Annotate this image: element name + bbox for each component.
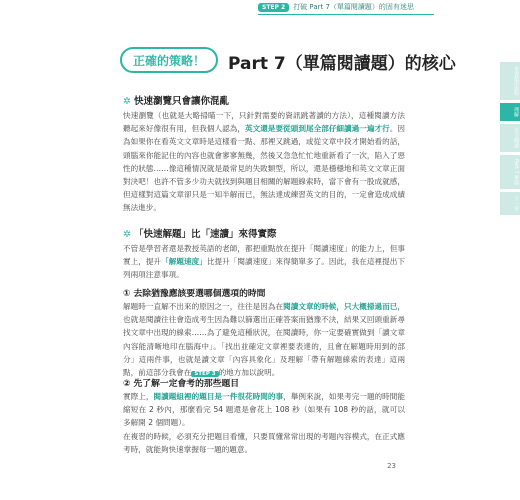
step-badge: STEP 2	[258, 3, 289, 12]
section1-heading: ✲ 快速瀏覽只會讓你混亂	[123, 96, 229, 107]
sidebar-tabs	[500, 62, 520, 218]
sidebar-tab-3[interactable]: Part 7 單篇	[500, 155, 520, 189]
sidebar-tab-4[interactable]: 下一章	[500, 192, 520, 215]
star-icon: ✲	[123, 229, 131, 240]
header-rule	[258, 14, 434, 15]
step-badge-inline: STEP 3	[191, 371, 218, 377]
star-icon: ✲	[123, 96, 131, 107]
page-number: 23	[387, 462, 396, 470]
sub1-paragraph: 解題時一直解不出來的原因之一，往往是因為在閱讀文章的時候，只大概掃過而已，也就是閱讀往往會造成考生因為難以篩選出正確答案而猶豫不決，結果又回頭重新尋找文章中出現的線索……為了避免這種狀況，在閱讀時，你一定要確實做到「讀文章內容能清晰地印在腦海中」。「找出並確定文章裡要表達的，且會在解題時用到的部分」這兩件事，也就是讀文章「內容具象化」及理解「帶有解題線索的表達」這兩點，前這部分我會在 STEP 3 的地方加以說明。	[123, 302, 406, 378]
page-title: Part 7（單篇閱讀題）的核心	[228, 54, 456, 74]
section2-heading: ✲ 「快速解題」比「速讀」來得實際	[123, 229, 277, 240]
sub1-heading: ① 去除猶豫應該要選哪個選項的時間	[123, 289, 266, 299]
strategy-tag: 正確的策略！	[120, 47, 218, 73]
sidebar-tab-2[interactable]: 英文閱讀	[500, 124, 520, 152]
section2-paragraph: 不管是學習者還是教授英語的老師，都把重點放在提升「閱讀速度」的能力上，但事實上，提升「解題速度」比提升「閱讀速度」來得簡單多了。因此，我在這裡提出下列兩項注意事項。	[123, 244, 406, 280]
header-strip	[258, 0, 414, 14]
sub2-paragraph: 實際上，閱讀題組裡的題目是一件很花時間的事，舉例來說，如果考完一題的時間能縮短在 2 秒內，那麼看完 54 題還是會花上 108 秒（如果有 108 秒的話，就可以多解開 2 個問題）。 在複習的時候，必須充分把題目看懂，只要買懂常常出現的考題內容模式，在正式應考時，就能夠快速掌握每一題的題意。	[123, 392, 406, 454]
sidebar-tab-1[interactable]: 理解	[500, 103, 520, 121]
sub2-heading: ② 先了解一定會考的那些題目	[123, 379, 240, 389]
section1-paragraph: 快速瀏覽（也就是大略掃瞄一下，只針對需要的資訊跳著讀的方法），這種閱讀方法聽起來好像很有用，但我個人認為，英文還是要從頭到尾全部仔細讀過一遍才行。因為如果你在看英文文章時是這樣看一點、那裡又跳過，或從文章中段才開始看的話，頭腦來你能記住的內容也就會寥寥無幾，然後又急急忙忙地重新看了一次，陷入了惡性的狀態……像這種情況就是最常見的失敗類型，所以，還是穩穩地和英文文章正面對決吧！也許不管多少功夫就找到與題目相關的解題線索時，當下會有一股成就感，但這樣對這篇文章卻只是一知半解而已，無法達成練習英文的目的，一定會造成成績無法進步。	[123, 111, 406, 213]
header-title: 打破 Part 7（單篇閱讀題）的固有迷思	[293, 3, 414, 11]
sidebar-tab-0[interactable]: 本書使用說明	[500, 62, 520, 100]
